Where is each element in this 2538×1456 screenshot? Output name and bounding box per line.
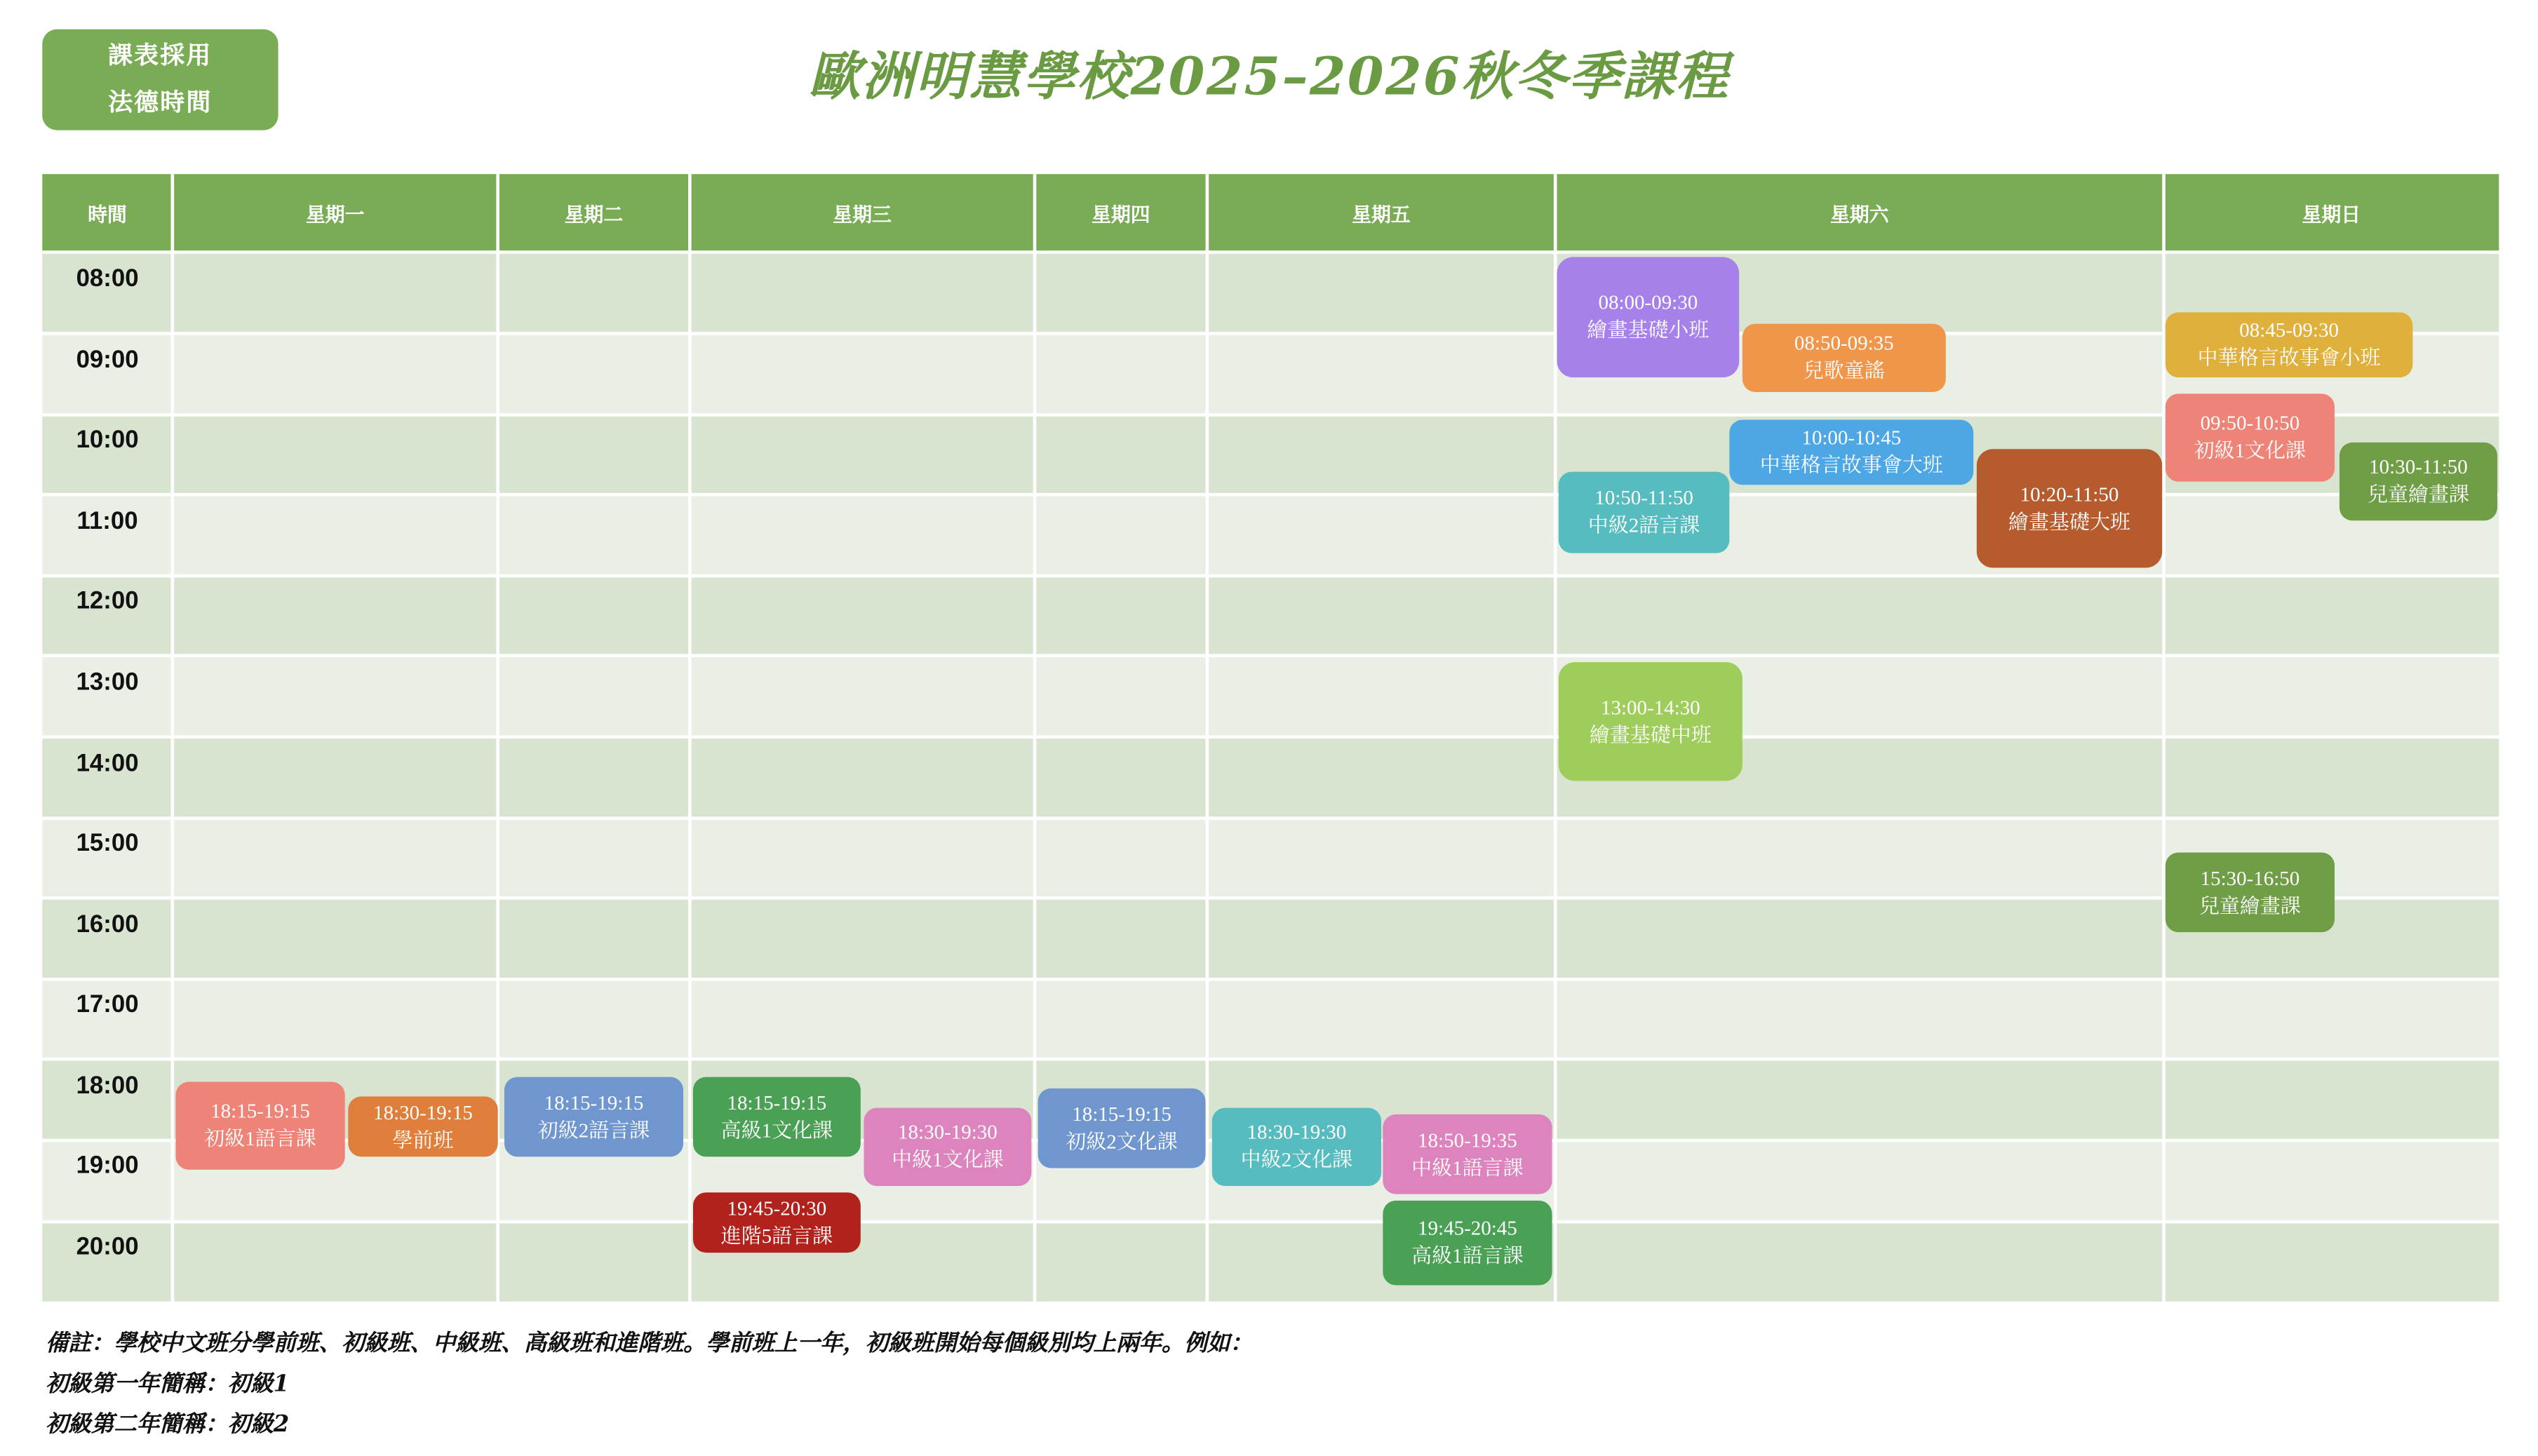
class-block-sunday[interactable] <box>2166 393 2335 481</box>
class-time: 09:50-10:50 <box>2200 411 2300 435</box>
time-label: 10:00 <box>76 426 139 454</box>
class-time: 08:00-09:30 <box>1598 291 1698 314</box>
time-label: 09:00 <box>76 346 139 375</box>
class-name: 高級1語言課 <box>1411 1244 1524 1267</box>
class-block-friday[interactable] <box>1212 1108 1381 1186</box>
class-name: 初級2語言課 <box>537 1118 650 1142</box>
class-time: 18:15-19:15 <box>210 1100 310 1123</box>
header-sunday: 星期日 <box>2302 202 2361 226</box>
class-block-saturday[interactable] <box>1559 662 1743 781</box>
class-name: 中級1文化課 <box>892 1148 1004 1172</box>
class-time: 19:45-20:30 <box>727 1197 827 1220</box>
header-saturday: 星期六 <box>1830 202 1889 226</box>
note-line-3: 初級第二年簡稱：初級2 <box>45 1412 290 1438</box>
class-name: 繪畫基礎大班 <box>2008 510 2130 533</box>
class-time: 18:15-19:15 <box>727 1091 827 1114</box>
class-time: 10:50-11:50 <box>1594 486 1693 510</box>
class-block-saturday[interactable] <box>1729 419 1973 485</box>
class-block-monday[interactable] <box>175 1082 344 1170</box>
header-time: 時間 <box>88 202 127 226</box>
class-name: 中華格言故事會小班 <box>2197 346 2381 370</box>
class-block-wednesday[interactable] <box>864 1108 1031 1186</box>
header-wednesday: 星期三 <box>833 202 892 226</box>
class-time: 18:30-19:15 <box>373 1100 473 1124</box>
class-name: 中華格言故事會大班 <box>1759 454 1943 477</box>
class-block-tuesday[interactable] <box>504 1077 683 1157</box>
class-block-friday[interactable] <box>1383 1114 1552 1194</box>
class-time: 10:20-11:50 <box>2020 482 2119 506</box>
time-label: 11:00 <box>76 507 138 536</box>
class-time: 18:30-19:30 <box>1247 1121 1347 1144</box>
time-label: 17:00 <box>76 990 139 1019</box>
class-block-monday[interactable] <box>348 1096 497 1157</box>
class-time: 18:30-19:30 <box>898 1121 998 1144</box>
class-block-friday[interactable] <box>1383 1201 1552 1286</box>
class-block-saturday[interactable] <box>1559 472 1730 553</box>
header-monday: 星期一 <box>305 202 365 226</box>
class-name: 中級2語言課 <box>1587 513 1700 537</box>
class-name: 繪畫基礎小班 <box>1587 318 1710 342</box>
class-time: 08:45-09:30 <box>2239 318 2339 342</box>
time-label: 15:00 <box>76 829 139 858</box>
time-label: 16:00 <box>76 910 139 939</box>
note-line-1: 備註：學校中文班分學前班、初級班、中級班、高級班和進階班。學前班上一年，初級班開始每個級別均上兩年。例如： <box>45 1330 1253 1357</box>
class-block-saturday[interactable] <box>1743 324 1946 392</box>
class-name: 初級1文化課 <box>2194 439 2307 462</box>
class-time: 08:50-09:35 <box>1794 332 1894 355</box>
class-block-wednesday[interactable] <box>693 1077 861 1157</box>
time-label: 20:00 <box>76 1233 139 1261</box>
class-name: 中級2文化課 <box>1240 1148 1353 1172</box>
class-name: 進階5語言課 <box>720 1224 833 1247</box>
class-name: 高級1文化課 <box>720 1118 833 1142</box>
class-time: 19:45-20:45 <box>1418 1217 1517 1240</box>
class-block-thursday[interactable] <box>1038 1088 1206 1168</box>
class-name: 學前班 <box>392 1128 454 1152</box>
class-time: 13:00-14:30 <box>1600 695 1700 719</box>
badge-line-1: 課表採用 <box>108 40 213 70</box>
class-block-saturday[interactable] <box>1557 257 1739 377</box>
note-line-2: 初級第一年簡稱：初級1 <box>45 1371 290 1398</box>
time-label: 18:00 <box>76 1072 139 1100</box>
time-label: 14:00 <box>76 750 139 778</box>
time-label: 13:00 <box>76 668 139 696</box>
class-name: 兒童繪畫課 <box>2198 894 2301 917</box>
time-label: 19:00 <box>76 1152 139 1180</box>
header-friday: 星期五 <box>1352 202 1411 226</box>
class-time: 10:00-10:45 <box>1801 426 1902 450</box>
class-block-saturday[interactable] <box>1977 449 2162 567</box>
class-name: 兒歌童謠 <box>1803 359 1885 383</box>
class-time: 18:50-19:35 <box>1418 1128 1517 1152</box>
class-block-sunday[interactable] <box>2166 852 2335 932</box>
time-label: 08:00 <box>76 265 139 293</box>
header-thursday: 星期四 <box>1092 202 1150 226</box>
header-tuesday: 星期二 <box>564 202 624 226</box>
class-time: 10:30-11:50 <box>2369 455 2468 478</box>
class-block-sunday[interactable] <box>2339 443 2497 520</box>
class-name: 初級2文化課 <box>1066 1129 1178 1153</box>
class-time: 18:15-19:15 <box>1072 1102 1171 1126</box>
class-time: 18:15-19:15 <box>544 1091 644 1114</box>
class-time: 15:30-16:50 <box>2200 866 2300 889</box>
class-name: 中級1語言課 <box>1411 1156 1524 1179</box>
badge-line-2: 法德時間 <box>108 88 213 118</box>
class-name: 初級1語言課 <box>204 1127 316 1150</box>
class-block-wednesday[interactable] <box>693 1192 861 1253</box>
class-name: 繪畫基礎中班 <box>1589 723 1712 746</box>
class-name: 兒童繪畫課 <box>2367 483 2469 506</box>
timezone-badge <box>42 29 278 130</box>
time-label: 12:00 <box>76 587 139 615</box>
class-block-sunday[interactable] <box>2166 312 2413 377</box>
page-title: 歐洲明慧學校2025–2026秋冬季課程 <box>808 45 1730 108</box>
